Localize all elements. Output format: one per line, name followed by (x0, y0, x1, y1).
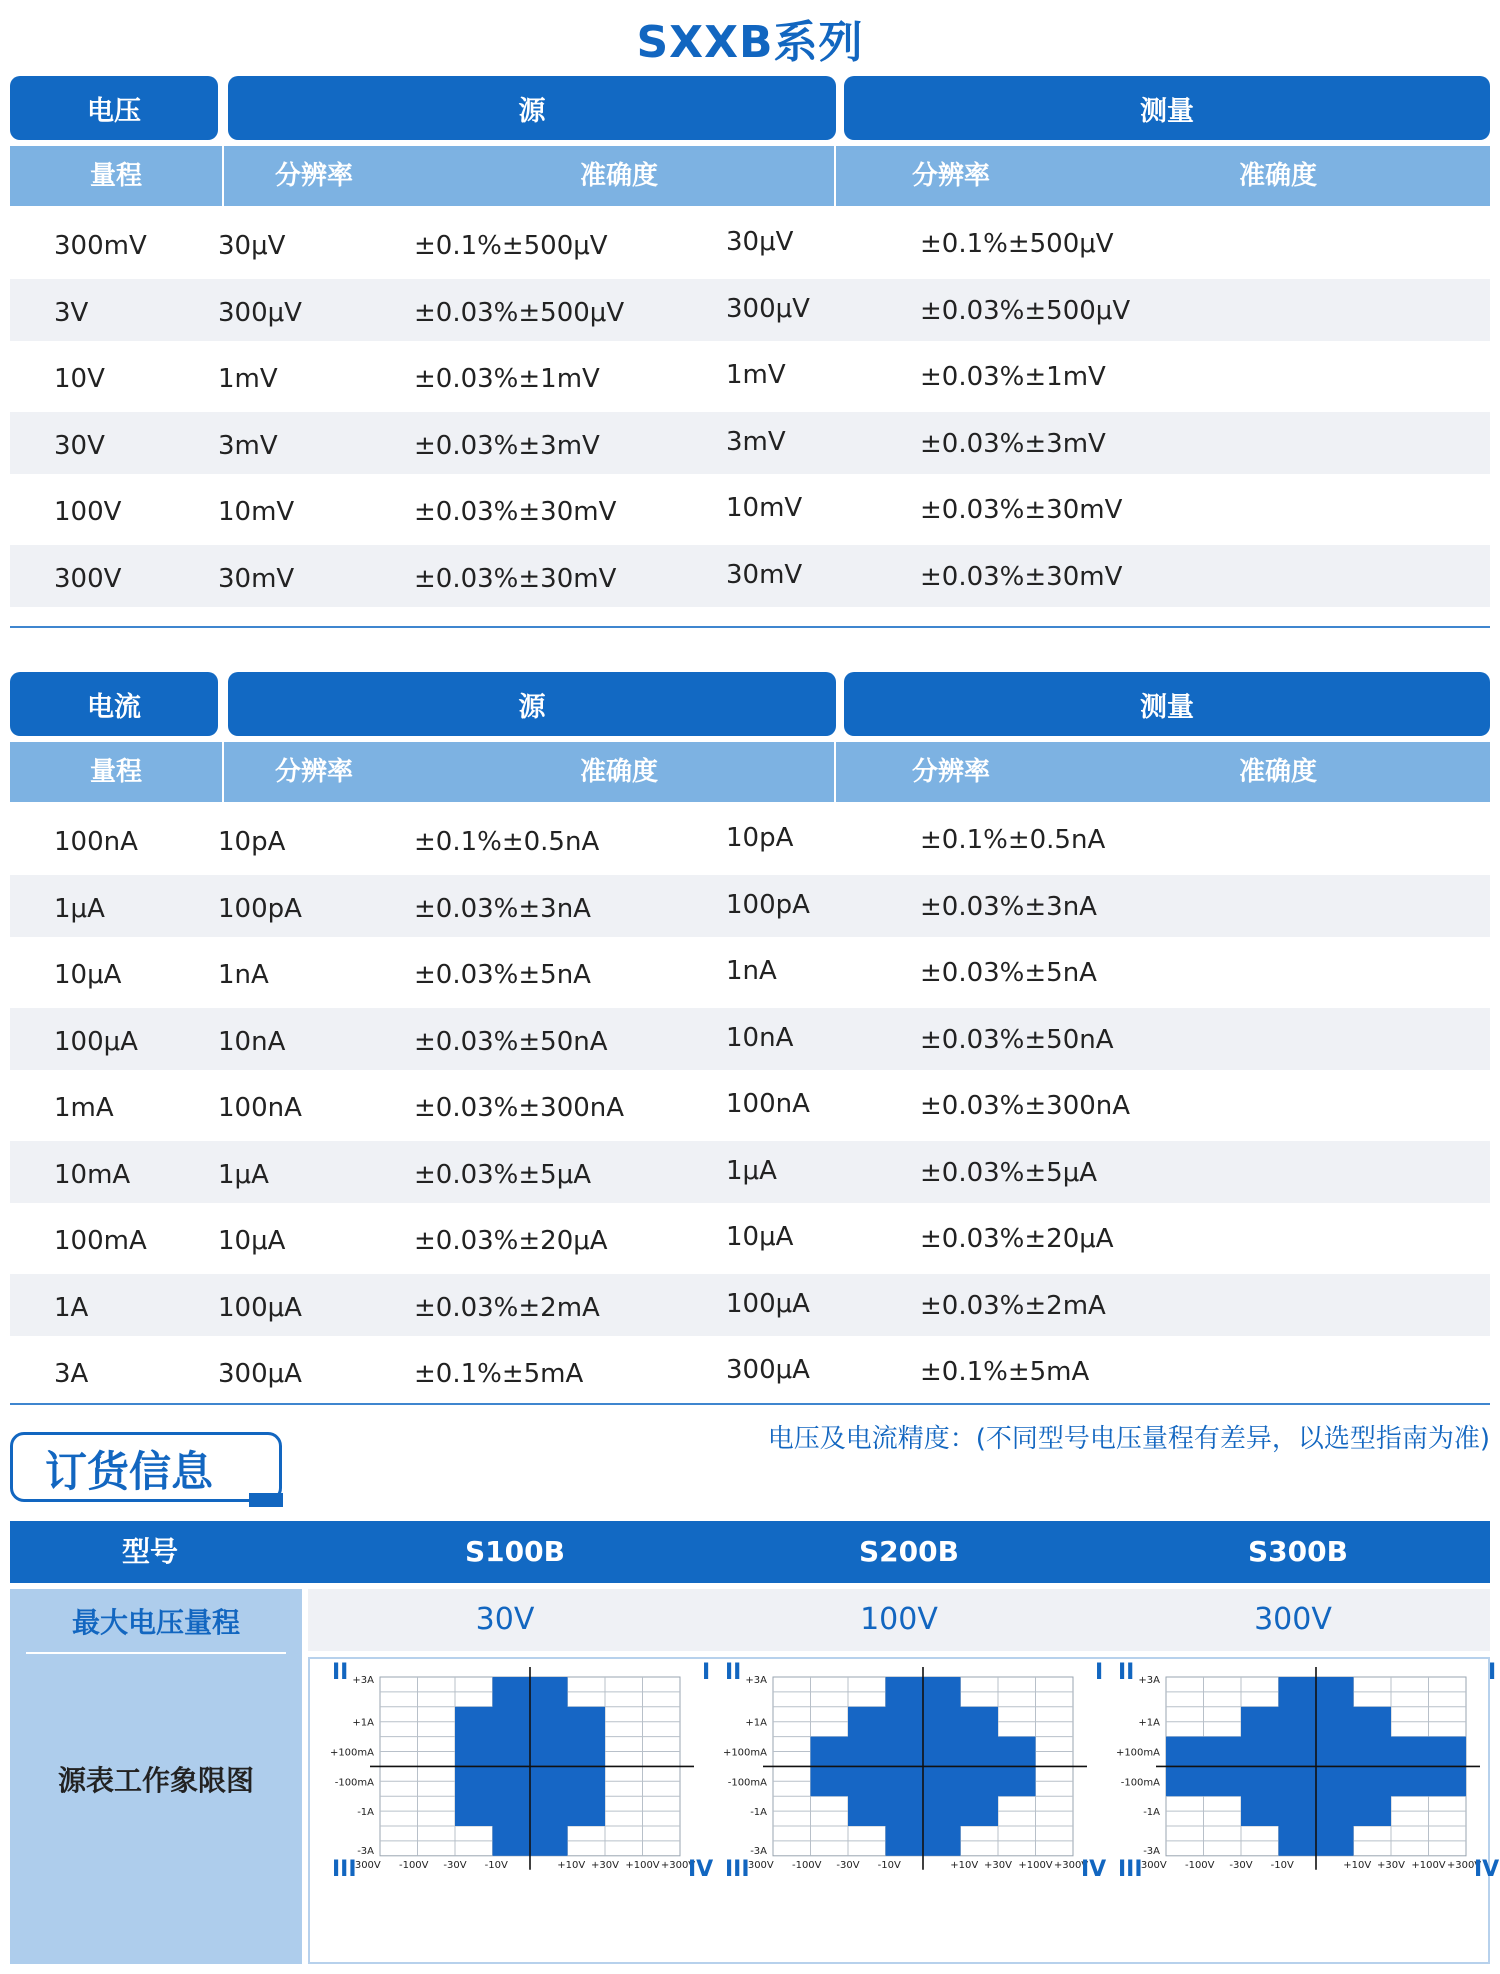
source-resolution-cell: 1nA (218, 960, 269, 990)
x-tick-label: -300V (351, 1859, 381, 1871)
voltage-type-header: 电压 (10, 76, 218, 140)
table-row (10, 545, 1490, 607)
y-tick-label: +100mA (329, 1747, 374, 1759)
x-tick-label: -100V (1184, 1859, 1215, 1871)
quadrant-label-ii: II (725, 1660, 742, 1685)
model-s300b: S300B (1248, 1535, 1348, 1568)
measure-resolution-cell: 1nA (726, 956, 777, 986)
y-tick-label: +3A (352, 1675, 374, 1686)
source-resolution-cell: 300μV (218, 297, 302, 328)
range-cell: 300mV (54, 231, 147, 261)
col-source-resolution: 分辨率 (274, 757, 353, 787)
col-measure-accuracy: 准确度 (1238, 757, 1317, 787)
x-tick-label: +10V (557, 1859, 586, 1871)
table-row (10, 875, 1490, 937)
current-table-bottom-line (10, 1403, 1490, 1405)
source-accuracy-cell: ±0.03%±300nA (414, 1093, 625, 1123)
quadrant-label-iii: III (725, 1856, 750, 1882)
model-s100b: S100B (465, 1535, 565, 1568)
table-row (10, 212, 1490, 274)
measure-accuracy-cell: ±0.03%±500μV (920, 295, 1131, 326)
measure-resolution-cell: 100μA (726, 1288, 810, 1319)
range-cell: 1mA (54, 1093, 114, 1123)
title-corner-accent (249, 1493, 283, 1507)
measure-resolution-cell: 1μA (726, 1155, 777, 1186)
col-source-accuracy: 准确度 (579, 757, 658, 787)
measure-accuracy-cell: ±0.03%±50nA (920, 1024, 1114, 1055)
range-cell: 10mA (54, 1159, 131, 1190)
x-tick-label: +30V (1377, 1859, 1405, 1871)
source-accuracy-cell: ±0.03%±3mV (414, 430, 600, 461)
x-tick-label: -10V (877, 1859, 901, 1871)
source-resolution-cell: 10nA (218, 1026, 286, 1057)
y-tick-label: -1A (357, 1807, 374, 1819)
measure-accuracy-cell: ±0.03%±300nA (920, 1091, 1131, 1121)
y-tick-label: +100mA (1115, 1747, 1160, 1759)
voltage-subheader (10, 146, 1490, 206)
source-accuracy-cell: ±0.1%±5mA (414, 1359, 584, 1389)
quadrant-diagrams (308, 1657, 1500, 1964)
range-cell: 1μA (54, 893, 105, 924)
measure-accuracy-cell: ±0.03%±3nA (920, 891, 1097, 922)
measure-resolution-cell: 10μA (726, 1222, 794, 1252)
quadrant-label: 源表工作象限图 (57, 1764, 254, 1797)
source-accuracy-cell: ±0.03%±50nA (414, 1026, 608, 1057)
table-row (10, 1274, 1490, 1336)
page-title: SXXB系列 (636, 17, 864, 68)
quadrant-label-iv: IV (1081, 1856, 1107, 1882)
measure-accuracy-cell: ±0.03%±3mV (920, 428, 1106, 459)
max-voltage-s300b: 300V (1254, 1602, 1332, 1637)
quadrant-label-ii: II (1118, 1660, 1135, 1685)
x-tick-label: +300V (1053, 1859, 1089, 1871)
source-resolution-cell: 100pA (218, 893, 302, 924)
measure-accuracy-cell: ±0.03%±30mV (920, 495, 1123, 525)
y-tick-label: -3A (750, 1845, 767, 1857)
order-table-header (10, 1521, 1490, 1583)
order-info-title-box (10, 1432, 282, 1502)
order-left-panel (10, 1589, 302, 1964)
table-row (10, 941, 1490, 1003)
table-row (10, 345, 1490, 407)
y-tick-label: +100mA (722, 1747, 767, 1759)
measure-accuracy-cell: ±0.03%±5μA (920, 1157, 1098, 1188)
measure-resolution-cell: 3mV (726, 426, 786, 457)
x-tick-label: +100V (1018, 1859, 1053, 1871)
y-tick-label: -100mA (727, 1777, 767, 1789)
measure-resolution-cell: 30μV (726, 227, 794, 257)
col-range: 量程 (89, 757, 142, 787)
measure-resolution-cell: 30mV (726, 559, 803, 590)
measure-accuracy-cell: ±0.1%±500μV (920, 229, 1114, 259)
max-voltage-row (308, 1589, 1490, 1651)
source-accuracy-cell: ±0.03%±30mV (414, 563, 617, 594)
x-tick-label: +30V (591, 1859, 619, 1871)
quadrant-label-i: I (1095, 1660, 1104, 1685)
source-accuracy-cell: ±0.03%±2mA (414, 1292, 600, 1323)
quadrant-label-i: I (702, 1660, 711, 1685)
current-source-header: 源 (228, 672, 836, 736)
source-accuracy-cell: ±0.1%±0.5nA (414, 827, 600, 857)
x-tick-label: -10V (484, 1859, 508, 1871)
measure-accuracy-cell: ±0.03%±30mV (920, 561, 1123, 592)
range-cell: 1A (54, 1292, 89, 1323)
range-cell: 3A (54, 1359, 89, 1389)
x-tick-label: -30V (836, 1859, 860, 1871)
table-row (10, 412, 1490, 474)
voltage-table-bottom-line (10, 626, 1490, 628)
current-type-header: 电流 (10, 672, 218, 736)
x-tick-label: -30V (443, 1859, 467, 1871)
range-cell: 100μA (54, 1026, 138, 1057)
source-accuracy-cell: ±0.03%±5nA (414, 960, 591, 990)
source-accuracy-cell: ±0.1%±500μV (414, 231, 608, 261)
max-voltage-label: 最大电压量程 (71, 1606, 240, 1639)
source-resolution-cell: 10mV (218, 497, 295, 527)
range-cell: 100mA (54, 1226, 147, 1256)
x-tick-label: +10V (1343, 1859, 1372, 1871)
col-measure-resolution: 分辨率 (911, 161, 990, 191)
col-range: 量程 (89, 161, 142, 191)
measure-resolution-cell: 100nA (726, 1089, 810, 1119)
source-accuracy-cell: ±0.03%±500μV (414, 297, 625, 328)
range-cell: 10μA (54, 960, 122, 990)
x-tick-label: -30V (1229, 1859, 1253, 1871)
measure-accuracy-cell: ±0.03%±2mA (920, 1290, 1106, 1321)
y-tick-label: -100mA (1120, 1777, 1160, 1789)
source-resolution-cell: 1mV (218, 364, 278, 394)
source-accuracy-cell: ±0.03%±5μA (414, 1159, 592, 1190)
x-tick-label: -10V (1270, 1859, 1294, 1871)
range-cell: 100nA (54, 827, 138, 857)
x-tick-label: -300V (744, 1859, 774, 1871)
range-cell: 300V (54, 563, 122, 594)
range-cell: 3V (54, 297, 89, 328)
max-voltage-s100b: 30V (475, 1602, 535, 1637)
measure-accuracy-cell: ±0.03%±1mV (920, 362, 1106, 392)
quadrant-label-iii: III (1118, 1856, 1143, 1882)
range-cell: 30V (54, 430, 105, 461)
max-voltage-s200b: 100V (860, 1602, 938, 1637)
x-tick-label: +10V (950, 1859, 979, 1871)
table-row (10, 1340, 1490, 1402)
current-subheader (10, 742, 1490, 802)
quadrant-label-iii: III (332, 1856, 357, 1882)
y-tick-label: +1A (745, 1717, 767, 1729)
table-row (10, 1207, 1490, 1269)
accuracy-note: 电压及电流精度：(不同型号电压量程有差异，以选型指南为准) (767, 1424, 1490, 1454)
quadrant-label-iv: IV (688, 1856, 714, 1882)
measure-accuracy-cell: ±0.03%±5nA (920, 958, 1097, 988)
table-row (10, 1141, 1490, 1203)
range-cell: 10V (54, 364, 105, 394)
source-accuracy-cell: ±0.03%±1mV (414, 364, 600, 394)
measure-accuracy-cell: ±0.1%±5mA (920, 1357, 1090, 1387)
x-tick-label: +300V (660, 1859, 696, 1871)
col-measure-accuracy: 准确度 (1238, 161, 1317, 191)
x-tick-label: -100V (791, 1859, 822, 1871)
col-source-resolution: 分辨率 (274, 161, 353, 191)
table-row (10, 1074, 1490, 1136)
measure-resolution-cell: 10nA (726, 1022, 794, 1053)
measure-resolution-cell: 300μA (726, 1355, 810, 1385)
quadrant-label-iv: IV (1474, 1856, 1500, 1882)
source-accuracy-cell: ±0.03%±30mV (414, 497, 617, 527)
x-tick-label: +300V (1446, 1859, 1482, 1871)
y-tick-label: -1A (1143, 1807, 1160, 1819)
source-accuracy-cell: ±0.03%±20μA (414, 1226, 608, 1256)
table-row (10, 478, 1490, 540)
y-tick-label: +1A (352, 1717, 374, 1729)
source-resolution-cell: 10μA (218, 1226, 286, 1256)
voltage-source-header: 源 (228, 76, 836, 140)
measure-resolution-cell: 1mV (726, 360, 786, 390)
y-tick-label: -3A (1143, 1845, 1160, 1857)
y-tick-label: +1A (1138, 1717, 1160, 1729)
quadrant-diagrams-svg (310, 1659, 1500, 1962)
quadrant-label-ii: II (332, 1660, 349, 1685)
y-tick-label: +3A (745, 1675, 767, 1686)
voltage-measure-header: 测量 (844, 76, 1490, 140)
model-label: 型号 (121, 1535, 178, 1568)
source-resolution-cell: 100μA (218, 1292, 302, 1323)
x-tick-label: +100V (1411, 1859, 1446, 1871)
col-source-accuracy: 准确度 (579, 161, 658, 191)
measure-accuracy-cell: ±0.03%±20μA (920, 1224, 1114, 1254)
table-row (10, 279, 1490, 341)
source-resolution-cell: 100nA (218, 1093, 302, 1123)
order-info-title: 订货信息 (45, 1447, 214, 1496)
measure-accuracy-cell: ±0.1%±0.5nA (920, 825, 1106, 855)
measure-resolution-cell: 10pA (726, 823, 794, 853)
x-tick-label: +30V (984, 1859, 1012, 1871)
source-resolution-cell: 300μA (218, 1359, 302, 1389)
source-resolution-cell: 30mV (218, 563, 295, 594)
x-tick-label: +100V (625, 1859, 660, 1871)
model-s200b: S200B (859, 1535, 959, 1568)
y-tick-label: +3A (1138, 1675, 1160, 1686)
measure-resolution-cell: 300μV (726, 293, 810, 324)
source-accuracy-cell: ±0.03%±3nA (414, 893, 591, 924)
y-tick-label: -3A (357, 1845, 374, 1857)
x-tick-label: -300V (1137, 1859, 1167, 1871)
y-tick-label: -1A (750, 1807, 767, 1819)
source-resolution-cell: 3mV (218, 430, 278, 461)
measure-resolution-cell: 10mV (726, 493, 803, 523)
left-panel-divider (26, 1652, 286, 1654)
col-measure-resolution: 分辨率 (911, 757, 990, 787)
source-resolution-cell: 30μV (218, 231, 286, 261)
y-tick-label: -100mA (334, 1777, 374, 1789)
source-resolution-cell: 10pA (218, 827, 286, 857)
measure-resolution-cell: 100pA (726, 889, 810, 920)
current-measure-header: 测量 (844, 672, 1490, 736)
table-row (10, 1008, 1490, 1070)
source-resolution-cell: 1μA (218, 1159, 269, 1190)
range-cell: 100V (54, 497, 122, 527)
x-tick-label: -100V (398, 1859, 429, 1871)
quadrant-label-i: I (1488, 1660, 1497, 1685)
table-row (10, 808, 1490, 870)
